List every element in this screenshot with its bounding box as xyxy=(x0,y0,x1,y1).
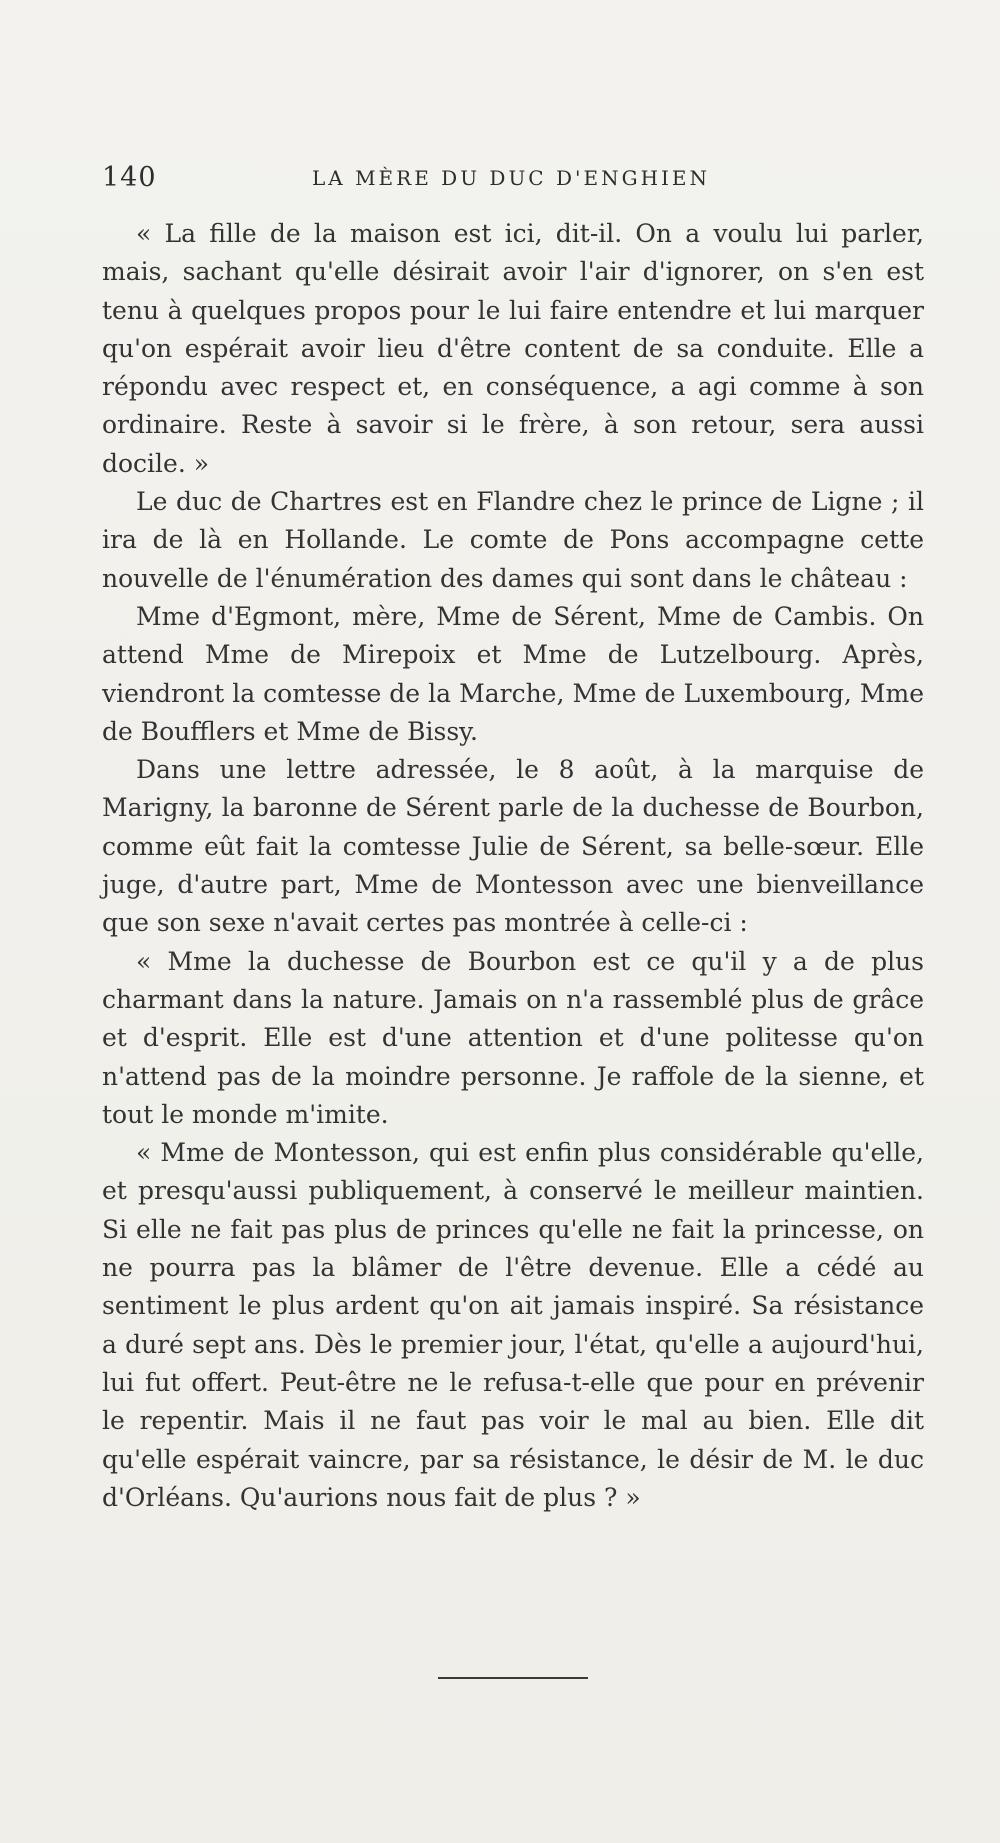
page-header xyxy=(102,158,920,198)
paragraph-6: « Mme de Montesson, qui est enfin plus considérable qu'elle, et presqu'aussi publiquement, à conservé le meilleur maintien. Si elle ne fait pas plus de princes qu'elle ne fait la princesse, on ne pourra pas la blâmer de l'être devenue. Elle a cédé au sentiment le plus ardent qu'on ait jamais inspiré. Sa résistance a duré sept ans. Dès le premier jour, l'état, qu'elle a aujourd'hui, lui fut offert. Peut-être ne le refusa-t-elle que pour en prévenir le repentir. Mais il ne faut pas voir le mal au bien. Elle dit qu'elle espérait vaincre, par sa résistance, le désir de M. le duc d'Orléans. Qu'aurions nous fait de plus ? » xyxy=(102,1138,924,1512)
page-number: 140 xyxy=(102,162,157,193)
running-title: LA MÈRE DU DUC D'ENGHIEN xyxy=(311,166,711,190)
paragraph-4: Dans une lettre adressée, le 8 août, à la marquise de Marigny, la baronne de Sérent parle de la duchesse de Bourbon, comme eût fait la comtesse Julie de Sérent, sa belle-sœur. Elle juge, d'autre part, Mme de Montesson avec une bienveillance que son sexe n'avait certes pas montrée à celle-ci : xyxy=(102,755,924,938)
paragraph-3: Mme d'Egmont, mère, Mme de Sérent, Mme de Cambis. On attend Mme de Mirepoix et Mme de Lutzelbourg. Après, viendront la comtesse de la Marche, Mme de Luxembourg, Mme de Boufflers et Mme de Bissy. xyxy=(102,601,924,746)
paragraph-5: « Mme la duchesse de Bourbon est ce qu'il y a de plus charmant dans la nature. Jamais on n'a rassemblé plus de grâce et d'esprit. Elle est d'une attention et d'une politesse qu'on n'attend pas de la moindre personne. Je raffole de la sienne, et tout le monde m'imite. xyxy=(102,946,924,1129)
section-divider xyxy=(438,1677,588,1679)
paragraph-1: « La fille de la maison est ici, dit-il. On a voulu lui parler, mais, sachant qu'elle désirait avoir l'air d'ignorer, on s'en est tenu à quelques propos pour le lui faire entendre et lui marquer qu'on espérait avoir lieu d'être content de sa conduite. Elle a répondu avec respect et, en conséquence, a agi comme à son ordinaire. Reste à savoir si le frère, à son retour, sera aussi docile. » xyxy=(102,219,924,478)
page-body xyxy=(102,215,924,1517)
paragraph-2: Le duc de Chartres est en Flandre chez le prince de Ligne ; il ira de là en Hollande. Le comte de Pons accompagne cette nouvelle de l'énumération des dames qui sont dans le château : xyxy=(102,487,924,593)
